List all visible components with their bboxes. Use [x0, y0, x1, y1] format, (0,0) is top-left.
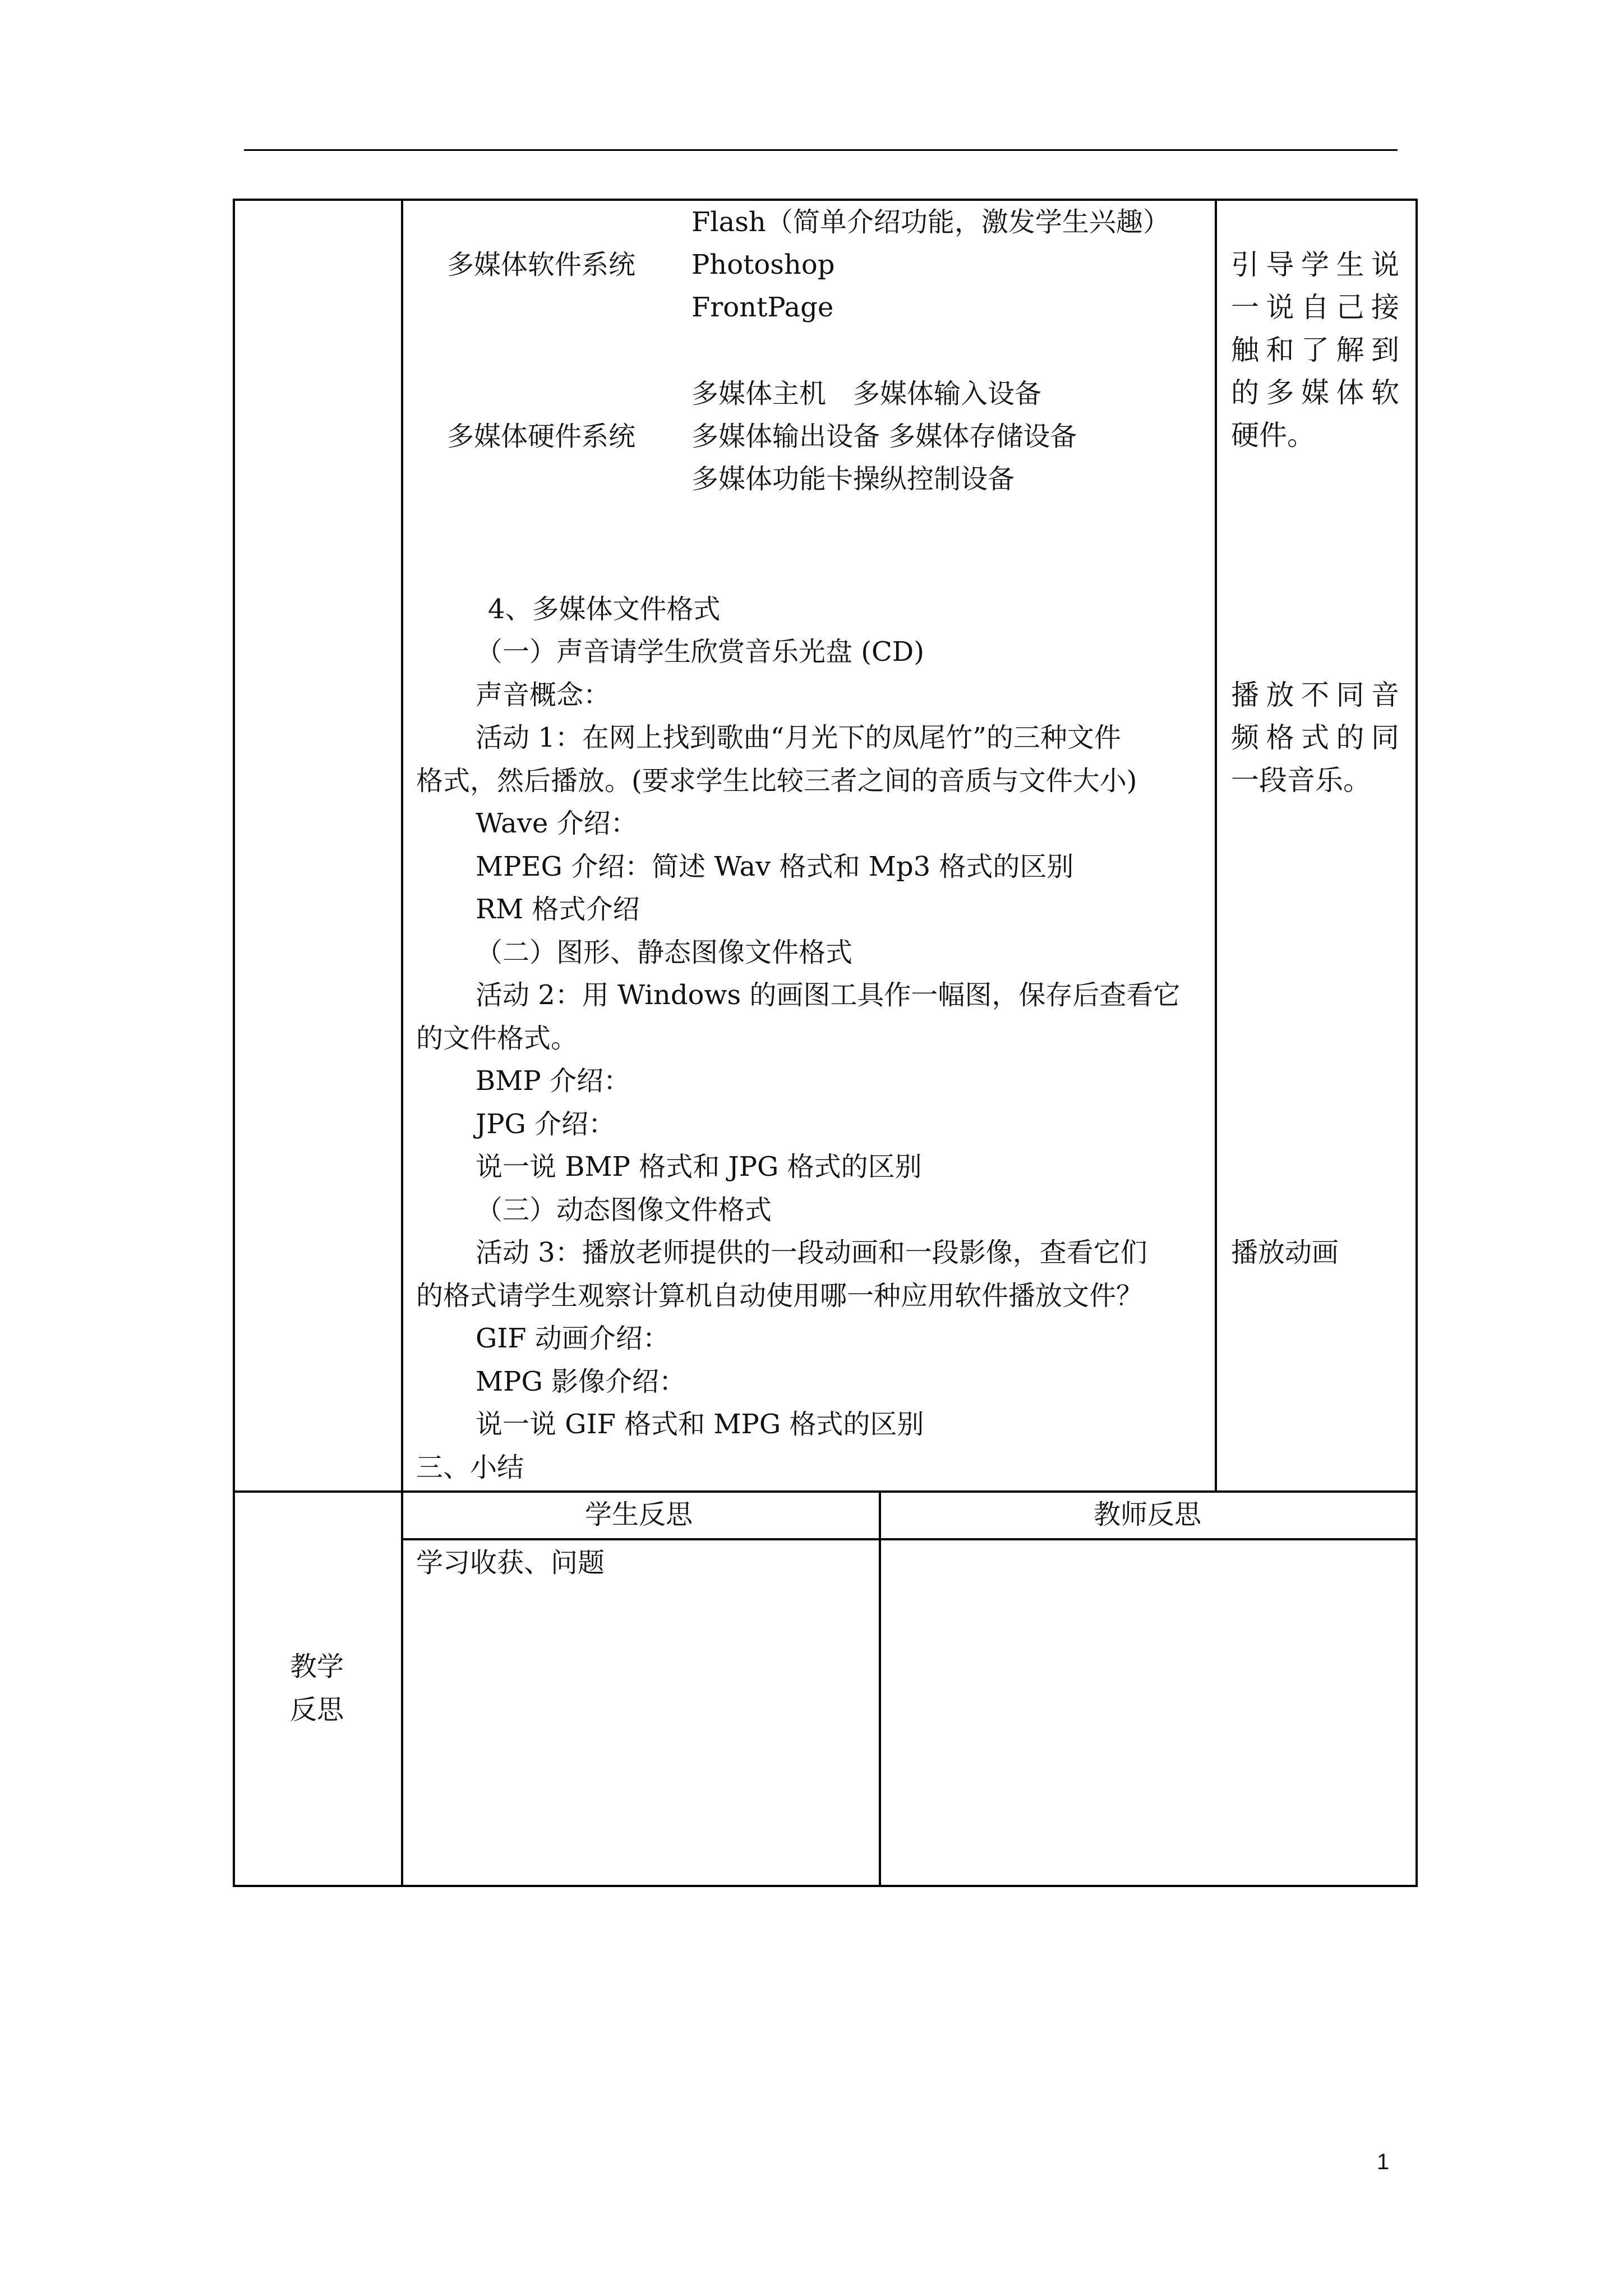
content-line: Wave 介绍：: [476, 808, 638, 839]
header-rule: [244, 149, 1398, 151]
content-line: MPEG 介绍：简述 Wav 格式和 Mp3 格式的区别: [476, 851, 1074, 882]
page-number: 1: [1377, 2150, 1390, 2174]
content-line: 活动 2：用 Windows 的画图工具作一幅图，保存后查看它: [476, 979, 1181, 1011]
student-reflection-content: 学习收获、问题: [416, 1547, 605, 1579]
section-summary: 三、小结: [416, 1452, 524, 1483]
content-line: 说一说 BMP 格式和 JPG 格式的区别: [476, 1151, 922, 1182]
content-line: MPG 影像介绍：: [476, 1366, 686, 1397]
content-line: GIF 动画介绍：: [476, 1323, 670, 1354]
software-item-photoshop: Photoshop: [691, 249, 835, 280]
software-item-flash: Flash（简单介绍功能，激发学生兴趣）: [691, 206, 1170, 238]
note-software-hardware: 引导学生说 一说自己接 触和了解到 的多媒体软 硬件。: [1231, 249, 1399, 452]
content-line: 格式，然后播放。(要求学生比较三者之间的音质与文件大小): [416, 765, 1137, 797]
content-line: 的文件格式。: [416, 1023, 578, 1054]
content-line: 活动 1：在网上找到歌曲“月光下的凤尾竹”的三种文件: [476, 722, 1121, 753]
content-line: 活动 3：播放老师提供的一段动画和一段影像，查看它们: [476, 1237, 1147, 1268]
content-line: RM 格式介绍: [476, 894, 640, 925]
content-line: 声音概念：: [476, 679, 611, 711]
reflection-label-1: 教学: [290, 1651, 344, 1682]
section-file-formats: 4、多媒体文件格式: [488, 593, 721, 625]
content-line: （一）声音请学生欣赏音乐光盘 (CD): [476, 636, 924, 668]
teacher-reflection-header: 教师反思: [1094, 1499, 1202, 1530]
student-reflection-header: 学生反思: [585, 1499, 693, 1530]
hardware-item-1: 多媒体主机 多媒体输入设备: [691, 378, 1042, 409]
hardware-item-2: 多媒体输出设备 多媒体存储设备: [691, 421, 1077, 452]
content-line: 说一说 GIF 格式和 MPG 格式的区别: [476, 1409, 924, 1440]
content-line: JPG 介绍：: [476, 1108, 616, 1140]
note-play-animation: 播放动画: [1231, 1237, 1339, 1268]
note-audio-formats: 播放不同音 频格式的同 一段音乐。: [1231, 679, 1399, 797]
hardware-system-label: 多媒体硬件系统: [447, 421, 636, 452]
software-item-frontpage: FrontPage: [691, 292, 834, 323]
content-line: BMP 介绍：: [476, 1065, 630, 1097]
software-system-label: 多媒体软件系统: [447, 249, 636, 280]
hardware-item-3: 多媒体功能卡操纵控制设备: [691, 463, 1015, 495]
content-line: 的格式请学生观察计算机自动使用哪一种应用软件播放文件？: [416, 1280, 1144, 1312]
reflection-label-2: 反思: [290, 1694, 344, 1726]
content-line: （二）图形、静态图像文件格式: [476, 937, 853, 968]
content-line: （三）动态图像文件格式: [476, 1194, 772, 1226]
